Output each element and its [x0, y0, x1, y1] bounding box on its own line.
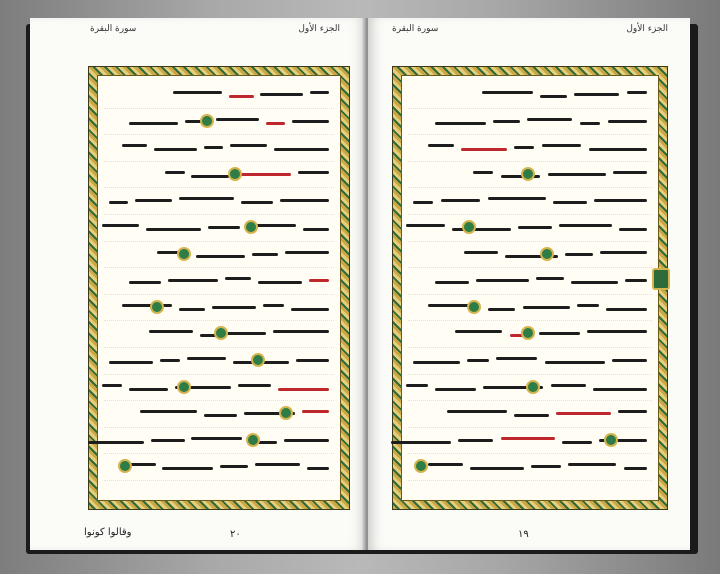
calligraphy-stroke	[298, 171, 330, 174]
left-verse-text	[104, 82, 334, 494]
verse-medallion-icon	[526, 380, 540, 394]
calligraphy-stroke	[196, 255, 246, 258]
calligraphy-stroke	[292, 120, 329, 123]
left-catchword: وقالوا كونوا	[84, 527, 132, 538]
calligraphy-stroke	[447, 410, 507, 413]
calligraphy-stroke	[191, 437, 242, 440]
calligraphy-stroke	[258, 281, 302, 284]
calligraphy-stroke	[624, 467, 647, 470]
text-line	[104, 215, 334, 242]
calligraphy-stroke	[391, 441, 451, 444]
calligraphy-stroke	[435, 281, 469, 284]
calligraphy-stroke	[187, 357, 226, 360]
text-line	[104, 295, 334, 322]
verse-medallion-icon	[177, 247, 191, 261]
calligraphy-stroke	[413, 201, 433, 204]
calligraphy-stroke	[129, 281, 161, 284]
text-line	[408, 321, 652, 348]
calligraphy-stroke	[441, 199, 481, 202]
calligraphy-stroke	[428, 144, 454, 147]
calligraphy-stroke	[109, 201, 128, 204]
calligraphy-stroke	[204, 414, 237, 417]
calligraphy-stroke	[461, 148, 506, 151]
calligraphy-stroke	[514, 146, 534, 149]
calligraphy-stroke	[302, 410, 330, 413]
right-text-panel	[401, 75, 659, 501]
verse-medallion-icon	[414, 459, 428, 473]
calligraphy-stroke	[548, 173, 607, 176]
calligraphy-stroke	[168, 279, 218, 282]
calligraphy-stroke	[179, 197, 234, 200]
right-page-number: ١٩	[518, 529, 529, 540]
calligraphy-stroke	[160, 359, 181, 362]
calligraphy-stroke	[413, 361, 460, 364]
text-line	[408, 268, 652, 295]
text-line	[104, 82, 334, 109]
calligraphy-stroke	[470, 467, 524, 470]
calligraphy-stroke	[536, 277, 564, 280]
calligraphy-stroke	[225, 277, 251, 280]
calligraphy-stroke	[122, 304, 172, 307]
text-line	[104, 188, 334, 215]
text-line	[408, 188, 652, 215]
right-ornamental-border	[392, 66, 668, 510]
calligraphy-stroke	[600, 251, 647, 254]
calligraphy-stroke	[129, 122, 177, 125]
calligraphy-stroke	[263, 304, 284, 307]
calligraphy-stroke	[493, 120, 519, 123]
calligraphy-stroke	[109, 361, 153, 364]
calligraphy-stroke	[625, 279, 647, 282]
calligraphy-stroke	[140, 410, 197, 413]
calligraphy-stroke	[135, 199, 172, 202]
calligraphy-stroke	[165, 171, 184, 174]
calligraphy-stroke	[204, 146, 223, 149]
verse-medallion-icon	[118, 459, 132, 473]
calligraphy-stroke	[571, 281, 618, 284]
verse-medallion-icon	[462, 220, 476, 234]
calligraphy-stroke	[458, 439, 493, 442]
text-line	[104, 401, 334, 428]
calligraphy-stroke	[154, 148, 197, 151]
calligraphy-stroke	[627, 91, 647, 94]
text-line	[408, 295, 652, 322]
text-line	[408, 162, 652, 189]
calligraphy-stroke	[531, 465, 560, 468]
calligraphy-stroke	[452, 228, 511, 231]
calligraphy-stroke	[162, 467, 213, 470]
text-line	[104, 162, 334, 189]
text-line	[104, 268, 334, 295]
calligraphy-stroke	[179, 308, 205, 311]
calligraphy-stroke	[613, 171, 647, 174]
calligraphy-stroke	[216, 118, 259, 121]
text-line	[408, 375, 652, 402]
calligraphy-stroke	[284, 439, 330, 442]
verse-medallion-icon	[150, 300, 164, 314]
calligraphy-stroke	[551, 384, 586, 387]
verse-medallion-icon	[251, 353, 265, 367]
left-header-surah: سورة البقرة	[90, 24, 137, 34]
calligraphy-stroke	[274, 148, 329, 151]
calligraphy-stroke	[435, 388, 476, 391]
calligraphy-stroke	[220, 465, 248, 468]
calligraphy-stroke	[266, 122, 285, 125]
calligraphy-stroke	[593, 388, 647, 391]
calligraphy-stroke	[255, 463, 301, 466]
verse-medallion-icon	[246, 433, 260, 447]
text-line	[408, 428, 652, 455]
verse-medallion-icon	[467, 300, 481, 314]
text-line	[104, 375, 334, 402]
calligraphy-stroke	[608, 120, 648, 123]
calligraphy-stroke	[241, 201, 273, 204]
calligraphy-stroke	[122, 144, 147, 147]
verse-medallion-icon	[177, 380, 191, 394]
text-line	[104, 454, 334, 481]
text-line	[104, 348, 334, 375]
calligraphy-stroke	[208, 226, 240, 229]
calligraphy-stroke	[618, 410, 647, 413]
calligraphy-stroke	[565, 253, 593, 256]
verse-medallion-icon	[540, 247, 554, 261]
calligraphy-stroke	[260, 93, 303, 96]
left-text-panel	[97, 75, 341, 501]
calligraphy-stroke	[406, 224, 446, 227]
calligraphy-stroke	[587, 330, 647, 333]
calligraphy-stroke	[146, 228, 201, 231]
calligraphy-stroke	[594, 199, 647, 202]
calligraphy-stroke	[574, 93, 619, 96]
calligraphy-stroke	[236, 173, 291, 176]
calligraphy-stroke	[545, 361, 605, 364]
calligraphy-stroke	[227, 332, 266, 335]
calligraphy-stroke	[527, 118, 572, 121]
calligraphy-stroke	[278, 388, 329, 391]
text-line	[104, 135, 334, 162]
calligraphy-stroke	[562, 441, 591, 444]
calligraphy-stroke	[303, 228, 329, 231]
text-line	[104, 428, 334, 455]
calligraphy-stroke	[230, 144, 267, 147]
calligraphy-stroke	[518, 226, 552, 229]
calligraphy-stroke	[151, 439, 184, 442]
left-page	[30, 18, 366, 550]
calligraphy-stroke	[577, 304, 599, 307]
calligraphy-stroke	[488, 197, 547, 200]
calligraphy-stroke	[129, 388, 168, 391]
text-line	[408, 215, 652, 242]
calligraphy-stroke	[173, 91, 221, 94]
text-line	[408, 82, 652, 109]
calligraphy-stroke	[606, 308, 647, 311]
calligraphy-stroke	[523, 306, 570, 309]
calligraphy-stroke	[619, 228, 647, 231]
calligraphy-stroke	[556, 412, 610, 415]
calligraphy-stroke	[309, 279, 330, 282]
calligraphy-stroke	[539, 332, 580, 335]
verse-medallion-icon	[228, 167, 242, 181]
calligraphy-stroke	[296, 359, 329, 362]
text-line	[408, 242, 652, 269]
left-header-juz: الجزء الأول	[298, 24, 340, 34]
calligraphy-stroke	[455, 330, 502, 333]
verse-medallion-icon	[214, 326, 228, 340]
right-page-header	[392, 24, 668, 40]
calligraphy-stroke	[476, 279, 529, 282]
text-line	[408, 109, 652, 136]
calligraphy-stroke	[252, 253, 278, 256]
calligraphy-stroke	[559, 224, 612, 227]
calligraphy-stroke	[473, 171, 493, 174]
calligraphy-stroke	[307, 467, 329, 470]
text-line	[408, 401, 652, 428]
right-verse-text	[408, 82, 652, 494]
calligraphy-stroke	[589, 148, 648, 151]
calligraphy-stroke	[102, 384, 123, 387]
calligraphy-stroke	[568, 463, 616, 466]
calligraphy-stroke	[540, 95, 566, 98]
calligraphy-stroke	[428, 463, 463, 466]
calligraphy-stroke	[496, 357, 537, 360]
text-line	[408, 454, 652, 481]
calligraphy-stroke	[464, 251, 498, 254]
calligraphy-stroke	[488, 308, 516, 311]
calligraphy-stroke	[238, 384, 271, 387]
right-header-surah: سورة البقرة	[392, 24, 439, 34]
calligraphy-stroke	[612, 359, 647, 362]
left-page-number: ٢٠	[230, 529, 241, 540]
calligraphy-stroke	[310, 91, 329, 94]
text-line	[408, 348, 652, 375]
text-line	[104, 242, 334, 269]
calligraphy-stroke	[501, 437, 555, 440]
calligraphy-stroke	[435, 122, 486, 125]
calligraphy-stroke	[291, 308, 330, 311]
calligraphy-stroke	[212, 306, 256, 309]
calligraphy-stroke	[88, 441, 145, 444]
page-marker-icon	[652, 268, 670, 290]
verse-medallion-icon	[604, 433, 618, 447]
calligraphy-stroke	[280, 199, 330, 202]
verse-medallion-icon	[200, 114, 214, 128]
text-line	[104, 321, 334, 348]
calligraphy-stroke	[191, 175, 228, 178]
right-page	[368, 18, 690, 550]
calligraphy-stroke	[580, 122, 600, 125]
calligraphy-stroke	[514, 414, 549, 417]
calligraphy-stroke	[542, 144, 582, 147]
calligraphy-stroke	[467, 359, 489, 362]
calligraphy-stroke	[285, 251, 329, 254]
verse-medallion-icon	[521, 167, 535, 181]
calligraphy-stroke	[553, 201, 587, 204]
calligraphy-stroke	[273, 330, 330, 333]
calligraphy-stroke	[229, 95, 254, 98]
calligraphy-stroke	[482, 91, 533, 94]
left-ornamental-border	[88, 66, 350, 510]
left-page-header	[90, 24, 340, 40]
calligraphy-stroke	[149, 330, 193, 333]
verse-medallion-icon	[521, 326, 535, 340]
text-line	[104, 109, 334, 136]
calligraphy-stroke	[102, 224, 139, 227]
calligraphy-stroke	[406, 384, 428, 387]
right-header-juz: الجزء الأول	[626, 24, 668, 34]
verse-medallion-icon	[279, 406, 293, 420]
text-line	[408, 135, 652, 162]
verse-medallion-icon	[244, 220, 258, 234]
